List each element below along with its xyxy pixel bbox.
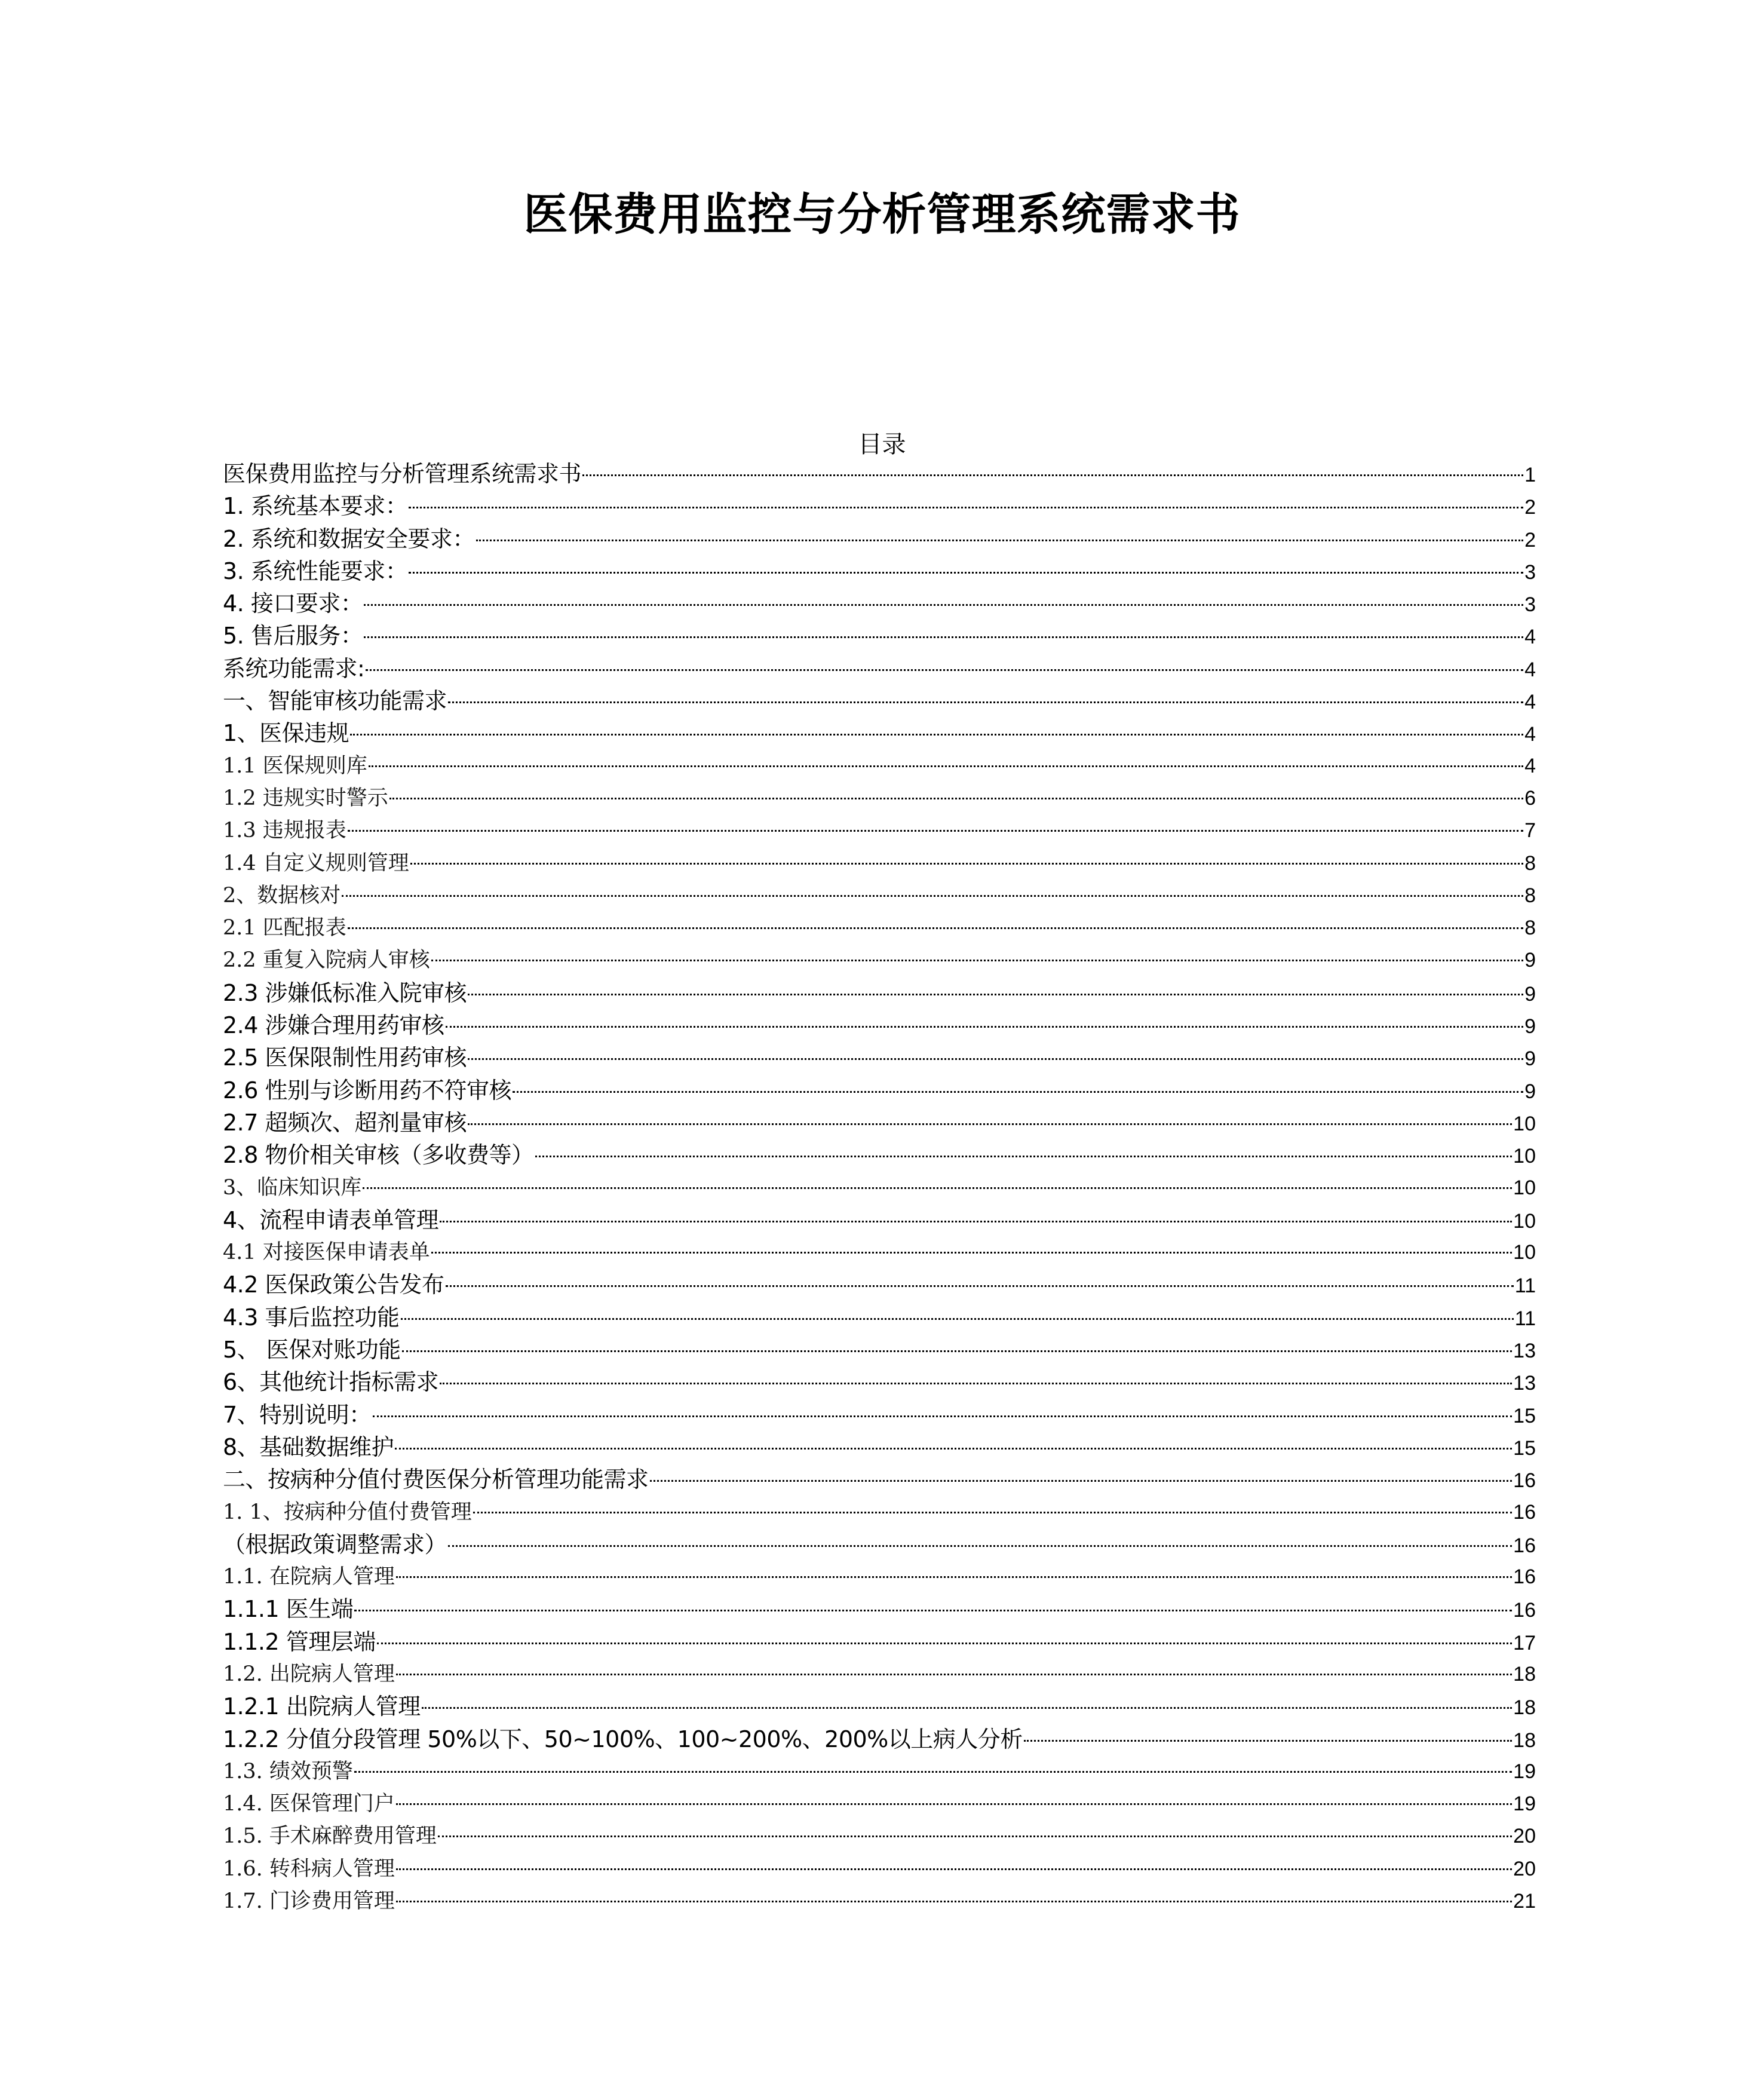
toc-dot-leader <box>448 1545 1512 1547</box>
toc-entry-page-number: 8 <box>1524 917 1536 940</box>
toc-dot-leader <box>354 1610 1512 1611</box>
toc-entry[interactable] <box>223 1788 1536 1820</box>
toc-entry-label: 2.7 超频次、超剂量审核 <box>223 1109 467 1136</box>
toc-entry[interactable] <box>223 912 1536 944</box>
toc-dot-leader <box>396 1803 1512 1805</box>
toc-entry-label: 系统功能需求: <box>223 655 365 682</box>
toc-entry-label: 1.1.1 医生端 <box>223 1596 354 1623</box>
toc-entry-label: 2.1 匹配报表 <box>223 916 346 940</box>
toc-entry[interactable] <box>223 1139 1536 1171</box>
toc-entry-label: 1.2.1 出院病人管理 <box>223 1693 421 1720</box>
toc-entry-page-number: 4 <box>1524 626 1536 649</box>
toc-dot-leader <box>476 540 1523 541</box>
toc-entry[interactable] <box>223 814 1536 847</box>
toc-dot-leader <box>440 1221 1512 1222</box>
document-title: 医保费用监控与分析管理系统需求书 <box>523 189 1241 240</box>
toc-entry-page-number: 3 <box>1524 560 1536 584</box>
toc-entry-label: 一、智能审核功能需求 <box>223 688 447 715</box>
toc-entry-page-number: 16 <box>1513 1534 1536 1557</box>
toc-entry-label: 1.2 违规实时警示 <box>223 786 388 810</box>
toc-dot-leader <box>582 474 1523 476</box>
toc-entry-label: 2、数据核对 <box>223 883 341 908</box>
toc-entry-label: 6、其他统计指标需求 <box>223 1369 439 1396</box>
toc-entry-label: 1. 1、按病种分值付费管理 <box>223 1500 472 1524</box>
toc-entry[interactable] <box>223 1755 1536 1788</box>
toc-dot-leader <box>396 1576 1512 1578</box>
toc-entry[interactable] <box>223 1853 1536 1885</box>
toc-dot-leader <box>513 1091 1523 1093</box>
toc-entry-page-number: 9 <box>1524 982 1536 1006</box>
toc-entry-label: 1.4 自定义规则管理 <box>223 851 409 875</box>
toc-dot-leader <box>468 1123 1512 1125</box>
toc-entry[interactable] <box>223 1334 1536 1366</box>
toc-dot-leader <box>422 1707 1512 1709</box>
toc-entry[interactable] <box>223 555 1536 587</box>
toc-entry[interactable] <box>223 1561 1536 1593</box>
toc-entry-label: 5. 售后服务： <box>223 623 363 649</box>
toc-entry-page-number: 16 <box>1513 1599 1536 1622</box>
toc-entry-page-number: 4 <box>1524 754 1536 777</box>
toc-entry[interactable] <box>223 1626 1536 1658</box>
toc-entry-page-number: 20 <box>1513 1857 1536 1880</box>
toc-entry[interactable] <box>223 750 1536 782</box>
toc-entry-page-number: 20 <box>1513 1825 1536 1848</box>
toc-entry[interactable] <box>223 1723 1536 1755</box>
toc-dot-leader <box>364 604 1523 606</box>
toc-entry-label: 医保费用监控与分析管理系统需求书 <box>223 461 582 487</box>
toc-entry-page-number: 17 <box>1513 1631 1536 1654</box>
toc-entry-label: 1.1 医保规则库 <box>223 753 367 778</box>
toc-entry[interactable] <box>223 1431 1536 1463</box>
toc-entry-page-number: 10 <box>1513 1209 1536 1233</box>
toc-entry-page-number: 3 <box>1524 593 1536 617</box>
toc-entry-page-number: 9 <box>1524 1080 1536 1103</box>
toc-dot-leader <box>431 960 1523 961</box>
toc-entry-label: 1. 系统基本要求： <box>223 493 408 520</box>
toc-entry-page-number: 9 <box>1524 949 1536 972</box>
toc-entry-page-number: 18 <box>1513 1662 1536 1686</box>
toc-dot-leader <box>354 1771 1512 1773</box>
toc-entry-page-number: 18 <box>1513 1729 1536 1752</box>
toc-dot-leader <box>363 1187 1512 1189</box>
toc-entry[interactable] <box>223 782 1536 814</box>
toc-entry[interactable] <box>223 1463 1536 1496</box>
toc-dot-leader <box>373 1415 1512 1417</box>
toc-entry-label: 4. 接口要求： <box>223 590 363 617</box>
toc-entry-page-number: 16 <box>1513 1500 1536 1524</box>
toc-entry-label: 1.6. 转科病人管理 <box>223 1856 395 1881</box>
toc-entry-page-number: 19 <box>1513 1760 1536 1783</box>
toc-entry[interactable] <box>223 1658 1536 1690</box>
toc-dot-leader <box>369 765 1523 767</box>
toc-entry[interactable] <box>223 1399 1536 1431</box>
toc-dot-leader <box>473 1512 1512 1513</box>
toc-entry-label: （根据政策调整需求） <box>223 1531 447 1558</box>
toc-dot-leader <box>409 507 1523 508</box>
toc-entry-page-number: 10 <box>1513 1241 1536 1264</box>
toc-entry[interactable] <box>223 1885 1536 1917</box>
toc-dot-leader <box>396 1901 1512 1902</box>
toc-entry-page-number: 2 <box>1524 496 1536 519</box>
toc-entry-label: 1.3 违规报表 <box>223 819 346 843</box>
toc-entry-label: 4、流程申请表单管理 <box>223 1206 439 1233</box>
toc-entry-page-number: 8 <box>1524 851 1536 875</box>
toc-entry[interactable] <box>223 1041 1536 1074</box>
toc-entry[interactable] <box>223 1172 1536 1204</box>
toc-dot-leader <box>395 1448 1512 1450</box>
toc-entry[interactable] <box>223 1107 1536 1139</box>
toc-entry-label: 二、按病种分值付费医保分析管理功能需求 <box>223 1466 649 1493</box>
toc-entry-page-number: 1 <box>1524 464 1536 486</box>
toc-entry[interactable] <box>223 1204 1536 1236</box>
toc-entry[interactable] <box>223 1593 1536 1625</box>
toc-dot-leader <box>535 1156 1513 1157</box>
toc-entry-label: 1.3. 绩效预警 <box>223 1759 353 1784</box>
toc-entry-label: 2. 系统和数据安全要求： <box>223 525 475 552</box>
toc-entry[interactable] <box>223 977 1536 1009</box>
toc-dot-leader <box>396 1868 1512 1870</box>
toc-entry-label: 2.5 医保限制性用药审核 <box>223 1044 467 1071</box>
toc-entry-page-number: 18 <box>1513 1696 1536 1720</box>
toc-dot-leader <box>468 994 1523 995</box>
toc-entry[interactable] <box>223 944 1536 976</box>
toc-entry[interactable] <box>223 1236 1536 1268</box>
toc-dot-leader <box>410 863 1523 865</box>
toc-entry-label: 7、特别说明： <box>223 1401 372 1428</box>
toc-dot-leader <box>364 636 1523 638</box>
toc-entry-page-number: 15 <box>1513 1436 1536 1460</box>
toc-dot-leader <box>377 1643 1512 1644</box>
toc-entry[interactable] <box>223 620 1536 652</box>
toc-entry-page-number: 2 <box>1524 528 1536 551</box>
toc-dot-leader <box>650 1480 1513 1482</box>
toc-entry-label: 1.1.2 管理层端 <box>223 1628 376 1655</box>
toc-entry[interactable] <box>223 1820 1536 1852</box>
toc-entry-label: 8、基础数据维护 <box>223 1433 394 1460</box>
toc-dot-leader <box>402 1350 1512 1352</box>
toc-entry-page-number: 6 <box>1524 786 1536 810</box>
toc-dot-leader <box>401 1318 1514 1320</box>
toc-dot-leader <box>446 1026 1524 1028</box>
toc-entry-label: 4.3 事后监控功能 <box>223 1304 400 1331</box>
toc-entry[interactable] <box>223 1301 1536 1334</box>
toc-dot-leader <box>446 1285 1514 1287</box>
toc-entry-page-number: 10 <box>1513 1112 1536 1135</box>
toc-entry[interactable] <box>223 587 1536 620</box>
toc-entry-page-number: 21 <box>1513 1890 1536 1913</box>
toc-entry[interactable] <box>223 1690 1536 1723</box>
toc-entry-page-number: 19 <box>1513 1792 1536 1816</box>
toc-entry-page-number: 16 <box>1513 1565 1536 1589</box>
toc-entry-page-number: 15 <box>1513 1404 1536 1427</box>
toc-entry[interactable] <box>223 880 1536 912</box>
toc-entry[interactable] <box>223 1366 1536 1398</box>
toc-heading: 目录 <box>858 431 906 458</box>
toc-entry-label: 2.6 性别与诊断用药不符审核 <box>223 1077 512 1104</box>
toc-entry-page-number: 13 <box>1513 1372 1536 1395</box>
toc-dot-leader <box>342 895 1523 897</box>
toc-entry-page-number: 4 <box>1524 691 1536 714</box>
toc-entry[interactable] <box>223 458 1536 490</box>
toc-entry-label: 1.2. 出院病人管理 <box>223 1662 395 1686</box>
toc-entry-label: 3. 系统性能要求： <box>223 557 408 584</box>
toc-entry-label: 3、临床知识库 <box>223 1175 362 1200</box>
toc-entry-label: 1.2.2 分值分段管理 50%以下、50~100%、100~200%、200%以上病人分析 <box>223 1726 1023 1752</box>
toc-entry-label: 1.7. 门诊费用管理 <box>223 1889 395 1914</box>
toc-entry-label: 2.8 物价相关审核（多收费等） <box>223 1142 534 1169</box>
toc-entry[interactable] <box>223 685 1536 717</box>
toc-entry-page-number: 9 <box>1524 1015 1536 1038</box>
toc-entry[interactable] <box>223 523 1536 555</box>
toc-dot-leader <box>350 734 1523 736</box>
toc-entry-page-number: 4 <box>1524 658 1536 681</box>
toc-entry[interactable] <box>223 1528 1536 1561</box>
toc-entry-label: 1.1. 在院病人管理 <box>223 1565 395 1589</box>
toc-entry[interactable] <box>223 652 1536 685</box>
toc-entry[interactable] <box>223 847 1536 880</box>
toc-entry[interactable] <box>223 1009 1536 1041</box>
toc-dot-leader <box>396 1674 1512 1675</box>
toc-entry-label: 2.2 重复入院病人审核 <box>223 948 430 973</box>
toc-entry-page-number: 7 <box>1524 819 1536 842</box>
toc-entry-label: 1、医保违规 <box>223 720 349 747</box>
toc-dot-leader <box>389 798 1523 799</box>
toc-dot-leader <box>348 830 1523 832</box>
toc-dot-leader <box>366 669 1523 671</box>
toc-entry[interactable] <box>223 717 1536 749</box>
toc-entry-label: 4.1 对接医保申请表单 <box>223 1240 430 1265</box>
toc-entry-page-number: 10 <box>1513 1176 1536 1199</box>
toc-entry-label: 2.3 涉嫌低标准入院审核 <box>223 979 467 1006</box>
toc-entry[interactable] <box>223 490 1536 522</box>
toc-entry-page-number: 4 <box>1524 723 1536 746</box>
toc-entry-page-number: 16 <box>1513 1469 1536 1493</box>
toc-entry[interactable] <box>223 1268 1536 1301</box>
toc-entry-page-number: 13 <box>1513 1340 1536 1363</box>
toc-entry-page-number: 9 <box>1524 1047 1536 1071</box>
toc-dot-leader <box>409 572 1523 574</box>
toc-dot-leader <box>431 1252 1512 1254</box>
toc-entry-label: 5、 医保对账功能 <box>223 1337 401 1363</box>
toc-dot-leader <box>448 701 1523 703</box>
toc-entry-label: 1.4. 医保管理门户 <box>223 1792 395 1816</box>
toc-entry-label: 1.5. 手术麻醉费用管理 <box>223 1824 437 1849</box>
toc-dot-leader <box>440 1383 1512 1384</box>
toc-entry[interactable] <box>223 1074 1536 1107</box>
toc-entry[interactable] <box>223 1496 1536 1528</box>
toc-dot-leader <box>438 1835 1512 1837</box>
toc-entry-page-number: 10 <box>1513 1145 1536 1168</box>
toc-dot-leader <box>1024 1740 1512 1742</box>
toc-entry-label: 2.4 涉嫌合理用药审核 <box>223 1012 444 1039</box>
table-of-contents <box>223 458 1536 1917</box>
toc-dot-leader <box>468 1058 1523 1060</box>
toc-dot-leader <box>348 927 1523 929</box>
toc-entry-page-number: 11 <box>1514 1307 1536 1330</box>
toc-entry-page-number: 8 <box>1524 884 1536 907</box>
toc-entry-page-number: 11 <box>1514 1274 1536 1298</box>
toc-entry-label: 4.2 医保政策公告发布 <box>223 1271 444 1298</box>
